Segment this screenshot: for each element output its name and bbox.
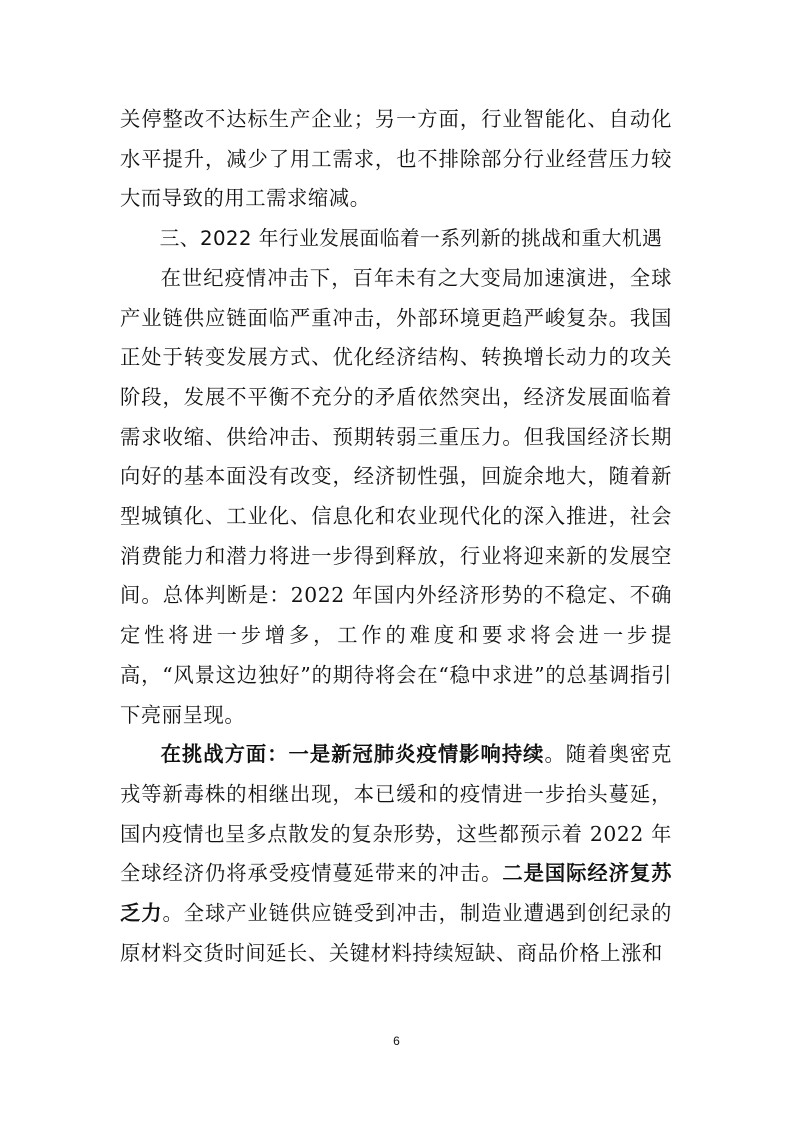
challenge-one-title: 在挑战方面：一是新冠肺炎疫情影响持续 (160, 742, 545, 767)
challenge-two-text: 。全球产业链供应链受到冲击，制造业遭遇到创纪录的原材料交货时间延长、关键材料持续短缺、商品价格上涨和 (120, 901, 673, 965)
paragraph-continuation: 关停整改不达标生产企业；另一方面，行业智能化、自动化水平提升，减少了用工需求，也不排除部分行业经营压力较大而导致的用工需求缩减。 (120, 107, 672, 211)
paragraph-overview: 在世纪疫情冲击下，百年未有之大变局加速演进，全球产业链供应链面临严重冲击，外部环境更趋严峻复杂。我国正处于转变发展方式、优化经济结构、转换增长动力的攻关阶段，发展不平衡不充分的矛盾依然突出，经济发展面临着需求收缩、供给冲击、预期转弱三重压力。但我国经济长期向好的基本面没有改变，经济韧性强，回旋余地大，随着新型城镇化、工业化、信息化和农业现代化的深入推进，社会消费能力和潜力将进一步得到释放，行业将迎来新的发展空间。总体判断是：2022 年国内外经济形势的不稳定、不确定性将进一步增多，工作的难度和要求将会进一步提高，“风景这边独好”的期待将会在“稳中求进”的总基调指引下亮丽呈现。 (120, 265, 672, 727)
document-body (120, 100, 672, 973)
paragraph-challenges (120, 735, 672, 973)
challenge-two-title: 二是国际经济复苏乏力 (120, 861, 672, 926)
challenge-one-text: 。随着奥密克戎等新毒株的相继出现，本已缓和的疫情进一步抬头蔓延，国内疫情也呈多点散发的复杂形势，这些都预示着 2022 年全球经济仍将承受疫情蔓延带来的冲击。 (120, 742, 672, 886)
page-number: 6 (393, 1034, 400, 1048)
section-heading: 三、2022 年行业发展面临着一系列新的挑战和重大机遇 (159, 227, 663, 251)
